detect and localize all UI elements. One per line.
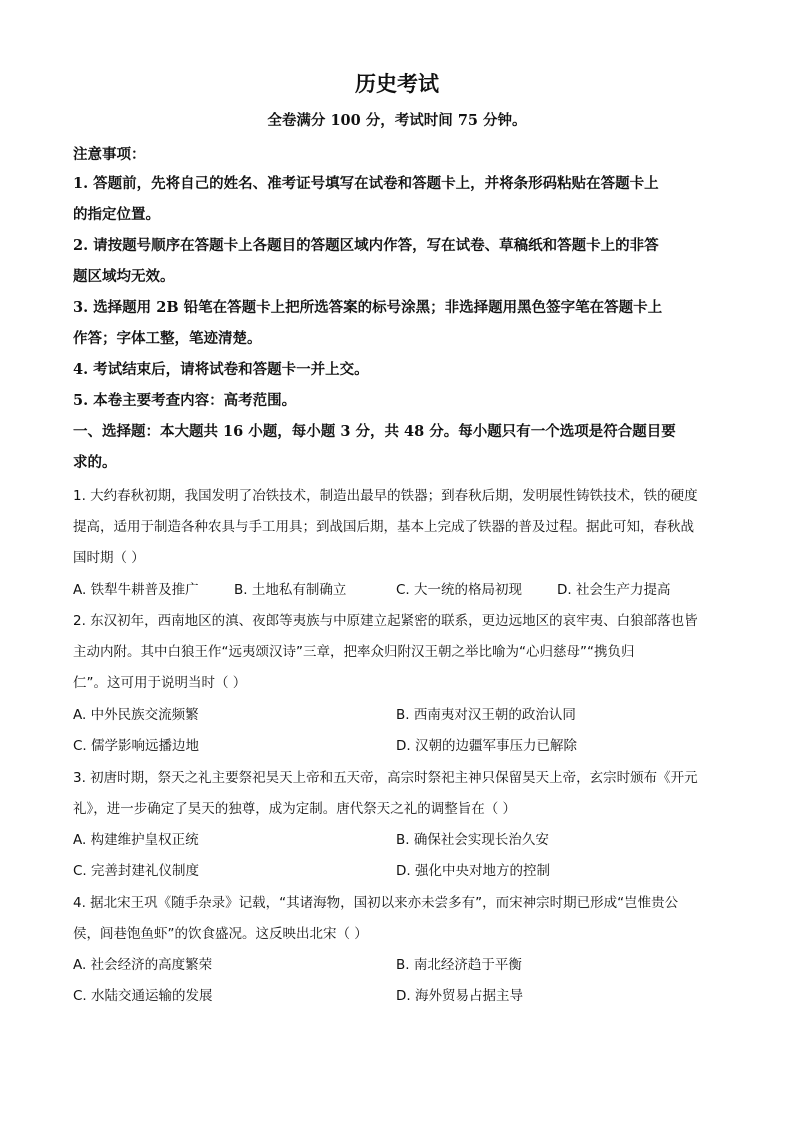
question-3-option-a: A. 构建维护皇权正统 <box>73 832 199 848</box>
question-1-option-c: C. 大一统的格局初现 <box>396 582 523 598</box>
notice-line: 的指定位置。 <box>73 206 160 223</box>
question-4-option-b: B. 南北经济趋于平衡 <box>396 957 522 973</box>
question-3-text: 礼》，进一步确定了昊天的独尊，成为定制。唐代祭天之礼的调整旨在（ ） <box>73 801 517 817</box>
question-2-option-b: B. 西南夷对汉王朝的政治认同 <box>396 707 576 723</box>
question-1-text: 1. 大约春秋初期，我国发明了冶铁技术，制造出最早的铁器；到春秋后期，发明展性铸铁技术，铁的硬度 <box>73 488 698 504</box>
question-2-text: 仁”。这可用于说明当时（ ） <box>73 675 247 691</box>
notice-line: 题区域均无效。 <box>73 268 175 285</box>
notice-line: 3. 选择题用 2B 铅笔在答题卡上把所选答案的标号涂黑；非选择题用黑色签字笔在答题卡上 <box>73 299 663 316</box>
question-2-option-c: C. 儒学影响远播边地 <box>73 738 200 754</box>
question-4-option-d: D. 海外贸易占据主导 <box>396 988 523 1004</box>
question-3-option-d: D. 强化中央对地方的控制 <box>396 863 550 879</box>
question-4-text: 侯，闾巷饱鱼虾”的饮食盛况。这反映出北宋（ ） <box>73 926 368 942</box>
question-1-option-a: A. 铁犁牛耕普及推广 <box>73 582 199 598</box>
notice-line: 4. 考试结束后，请将试卷和答题卡一并上交。 <box>73 361 369 378</box>
question-4-text: 4. 据北宋王巩《随手杂录》记载，“其诸海物，国初以来亦未尝多有”，而宋神宗时期已形成“岂惟贵公 <box>73 895 679 911</box>
notice-line: 作答；字体工整，笔迹清楚。 <box>73 330 262 347</box>
question-2-text: 2. 东汉初年，西南地区的滇、夜郎等夷族与中原建立起紧密的联系，更边远地区的哀牢夷、白狼部落也皆 <box>73 613 698 629</box>
notice-heading: 注意事项： <box>73 146 146 163</box>
question-3-option-c: C. 完善封建礼仪制度 <box>73 863 200 879</box>
question-1-text: 国时期（ ） <box>73 550 145 566</box>
section-heading: 求的。 <box>73 454 117 471</box>
question-3-option-b: B. 确保社会实现长治久安 <box>396 832 549 848</box>
question-1-text: 提高，适用于制造各种农具与手工用具；到战国后期，基本上完成了铁器的普及过程。据此可知，春秋战 <box>73 519 694 535</box>
page-title: 历史考试 <box>355 71 439 96</box>
question-3-text: 3. 初唐时期，祭天之礼主要祭祀昊天上帝和五天帝，高宗时祭祀主神只保留昊天上帝，玄宗时颁布《开元 <box>73 770 698 786</box>
exam-subtitle: 全卷满分 100 分，考试时间 75 分钟。 <box>267 112 527 129</box>
notice-line: 5. 本卷主要考查内容：高考范围。 <box>73 392 297 409</box>
notice-line: 2. 请按题号顺序在答题卡上各题目的答题区域内作答，写在试卷、草稿纸和答题卡上的非答 <box>73 237 659 254</box>
question-4-option-a: A. 社会经济的高度繁荣 <box>73 957 213 973</box>
question-2-text: 主动内附。其中白狼王作“远夷颂汉诗”三章，把率众归附汉王朝之举比喻为“心归慈母”“携负归 <box>73 644 635 660</box>
question-4-option-c: C. 水陆交通运输的发展 <box>73 988 213 1004</box>
question-1-option-d: D. 社会生产力提高 <box>557 582 671 598</box>
question-2-option-d: D. 汉朝的边疆军事压力已解除 <box>396 738 577 754</box>
question-1-option-b: B. 土地私有制确立 <box>234 582 347 598</box>
question-2-option-a: A. 中外民族交流频繁 <box>73 707 199 723</box>
section-heading: 一、选择题：本大题共 16 小题，每小题 3 分，共 48 分。每小题只有一个选项是符合题目要 <box>73 423 676 440</box>
notice-line: 1. 答题前，先将自己的姓名、准考证号填写在试卷和答题卡上，并将条形码粘贴在答题卡上 <box>73 175 659 192</box>
